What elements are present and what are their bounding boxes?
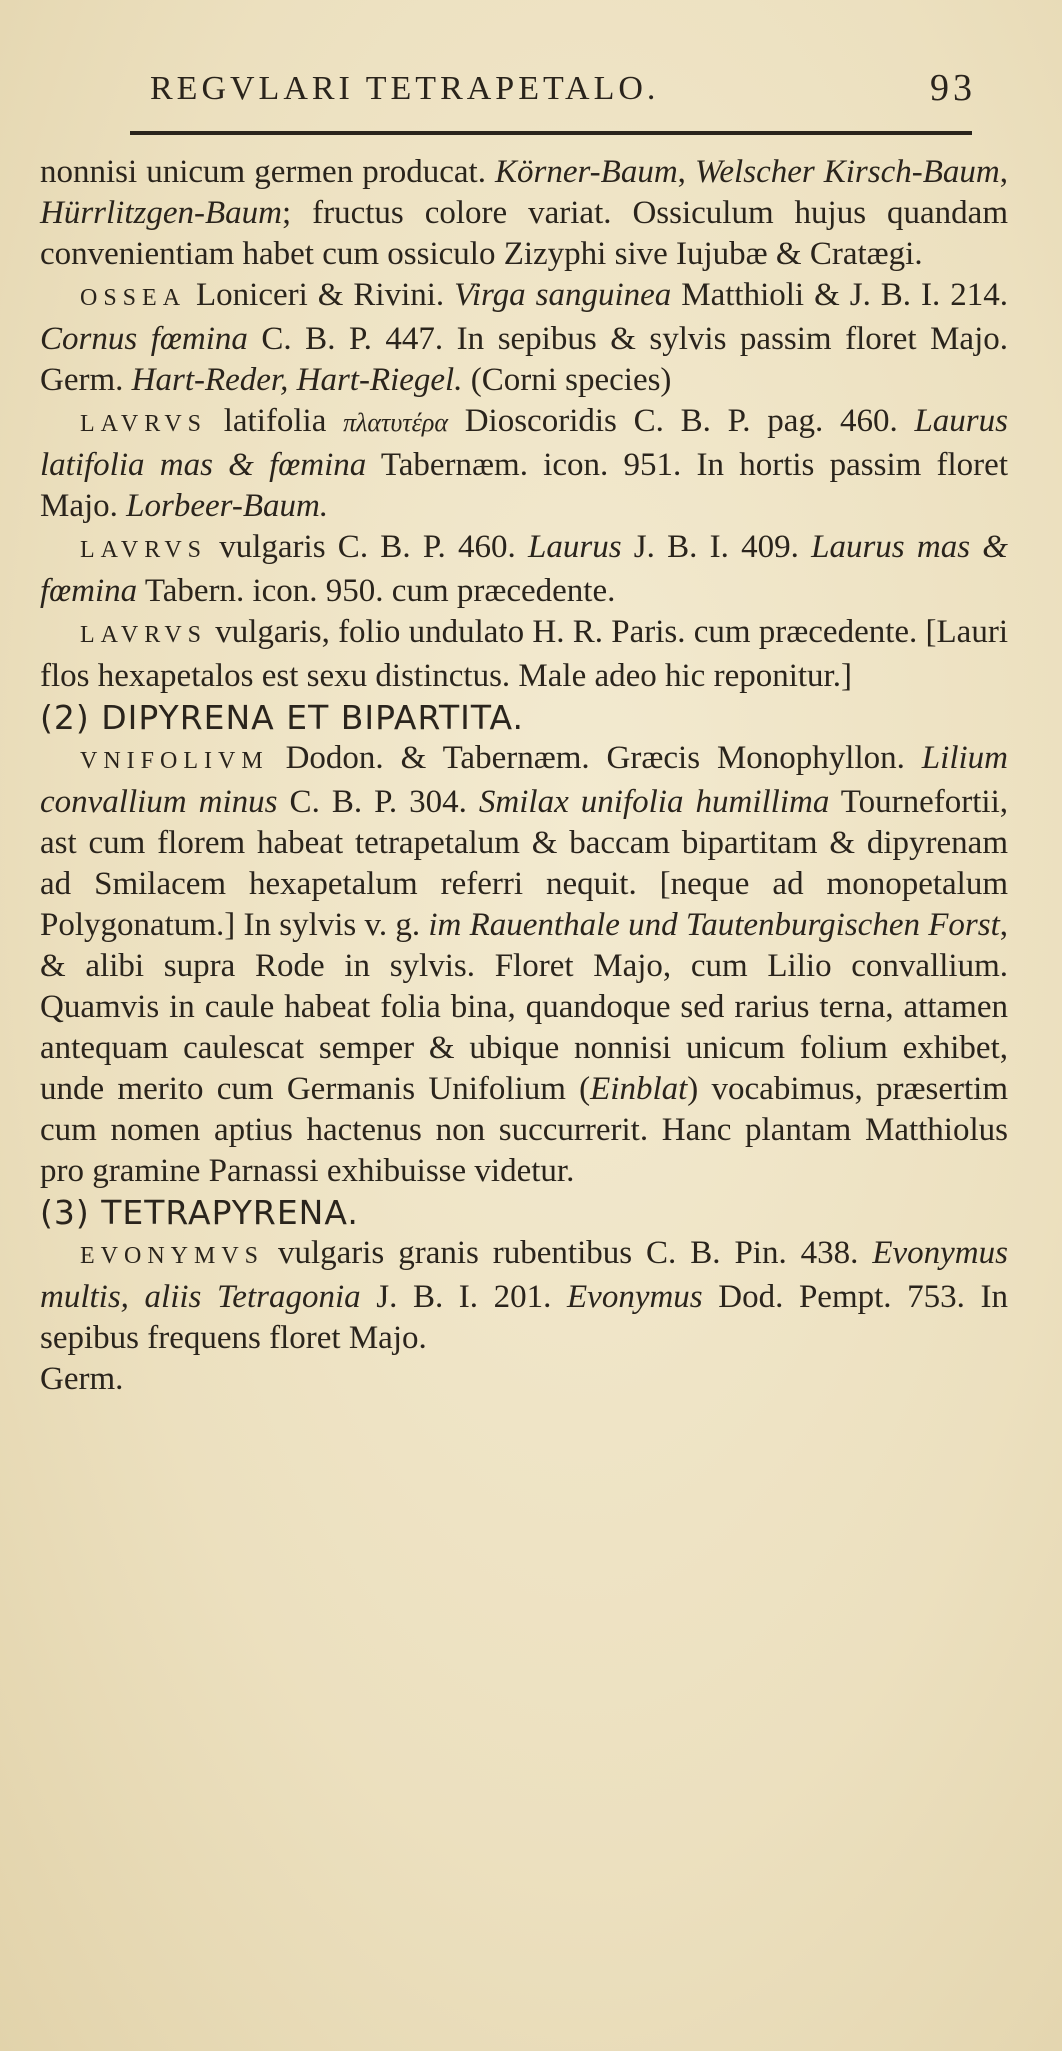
text-run: Dioscoridis C. B. P. pag. 460. [447, 403, 915, 439]
small-caps-term: LAVRVS [80, 411, 207, 437]
text-run: J. B. I. 409. [621, 529, 812, 565]
italic-text: Laurus latifolia mas & fœmina [40, 403, 1008, 483]
text-run: ; fructus colore variat. Ossiculum hujus quandam convenientiam habet cum ossiculo Zizyphi sive Iujubæ & Cratægi. [40, 195, 1008, 272]
text-run: vulgaris C. B. P. 460. [207, 529, 528, 565]
text-run: , [677, 154, 695, 190]
greek-text: πλατυτέρα [343, 408, 448, 437]
header-rule [130, 131, 972, 135]
italic-text: Cornus fœmina [40, 321, 248, 357]
text-run: (2) DIPYRENA ET BIPARTITA. [40, 698, 524, 737]
paragraph [40, 275, 1008, 401]
italic-text: Lorbeer-Baum. [126, 488, 329, 524]
text-run: Tabernæm. icon. 951. In hortis passim floret Majo. [40, 447, 1008, 524]
paragraph [40, 1233, 1008, 1359]
paragraph [40, 527, 1008, 612]
text-run: (Corni species) [462, 362, 672, 398]
text-run: Dod. Pempt. 753. In sepibus frequens floret Majo. [40, 1279, 1008, 1356]
text-run: nonnisi unicum germen producat. [40, 154, 495, 190]
italic-text: Hürrlitzgen-Baum [40, 195, 282, 231]
paragraph [40, 612, 1008, 697]
italic-text: im Rauenthale und Tautenburgischen Forst [428, 907, 1000, 943]
small-caps-term: LAVRVS [80, 622, 207, 648]
text-run: Tabern. icon. 950. cum præcedente. [137, 573, 616, 609]
paragraph [40, 1359, 1008, 1400]
text-run: Matthioli & J. B. I. 214. [671, 277, 1009, 313]
page-body [40, 152, 1008, 1400]
paragraph [40, 738, 1008, 1192]
text-run: ) vocabimus, præsertim cum nomen aptius hactenus non succurrerit. Hanc plantam Matthiolus pro gramine Parnassi exhibuisse videtur. [40, 1071, 1008, 1189]
text-run: vulgaris, folio undulato H. R. Paris. cum præcedente. [Lauri flos hexapetalos est sexu distinctus. Male adeo hic reponitur.] [40, 614, 1008, 694]
italic-text: Einblat [590, 1071, 688, 1107]
text-run: Germ. [40, 1361, 124, 1397]
text-run: (3) TETRAPYRENA. [40, 1193, 359, 1232]
italic-text: Welscher Kirsch-Baum [694, 154, 1000, 190]
text-run: vulgaris granis rubentibus C. B. Pin. 438. [264, 1235, 873, 1271]
small-caps-term: EVONYMVS [80, 1243, 265, 1269]
italic-text: Evonymus [567, 1279, 703, 1315]
section-heading [40, 697, 1008, 738]
small-caps-term: VNIFOLIVM [80, 748, 269, 774]
italic-text: Körner-Baum [494, 154, 678, 190]
text-run: Loniceri & Rivini. [186, 277, 455, 313]
italic-text: Hart-Reder, Hart-Riegel. [131, 362, 463, 398]
page-number: 93 [930, 67, 976, 109]
italic-text: Lilium convallium minus [40, 740, 1008, 820]
small-caps-term: OSSEA [80, 285, 187, 311]
italic-text: Virga sanguinea [454, 277, 672, 313]
italic-text: Laurus [528, 529, 622, 565]
text-run: latifolia [207, 403, 344, 439]
page-header [150, 62, 980, 114]
italic-text: Evonymus multis, aliis Tetragonia [40, 1235, 1008, 1315]
italic-text: Smilax unifolia humillima [478, 784, 830, 820]
section-heading [40, 1192, 1008, 1233]
text-run: Tournefortii, ast cum florem habeat tetrapetalum & baccam bipartitam & dipyrenam ad Smilacem hexapetalum referri nequit. [neque ad monopetalum Polygonatum.] In sylvis v. g. [40, 784, 1008, 943]
running-title: REGVLARI TETRAPETALO. [150, 70, 660, 107]
text-run: , [999, 154, 1008, 190]
small-caps-term: LAVRVS [80, 537, 207, 563]
text-run: Dodon. & Tabernæm. Græcis Monophyllon. [268, 740, 922, 776]
paragraph [40, 401, 1008, 527]
text-run: C. B. P. 447. In sepibus & sylvis passim floret Majo. Germ. [40, 321, 1008, 398]
text-run: J. B. I. 201. [360, 1279, 568, 1315]
italic-text: Laurus mas & fœmina [40, 529, 1008, 609]
text-run: , & alibi supra Rode in sylvis. Floret Majo, cum Lilio convallium. Quamvis in caule habeat folia bina, quandoque sed rarius terna, attamen antequam caulescat semper & ubique nonnisi unicum folium exhibet, unde merito cum Germanis Unifolium ( [40, 907, 1008, 1107]
text-run: C. B. P. 304. [277, 784, 479, 820]
paragraph [40, 152, 1008, 275]
